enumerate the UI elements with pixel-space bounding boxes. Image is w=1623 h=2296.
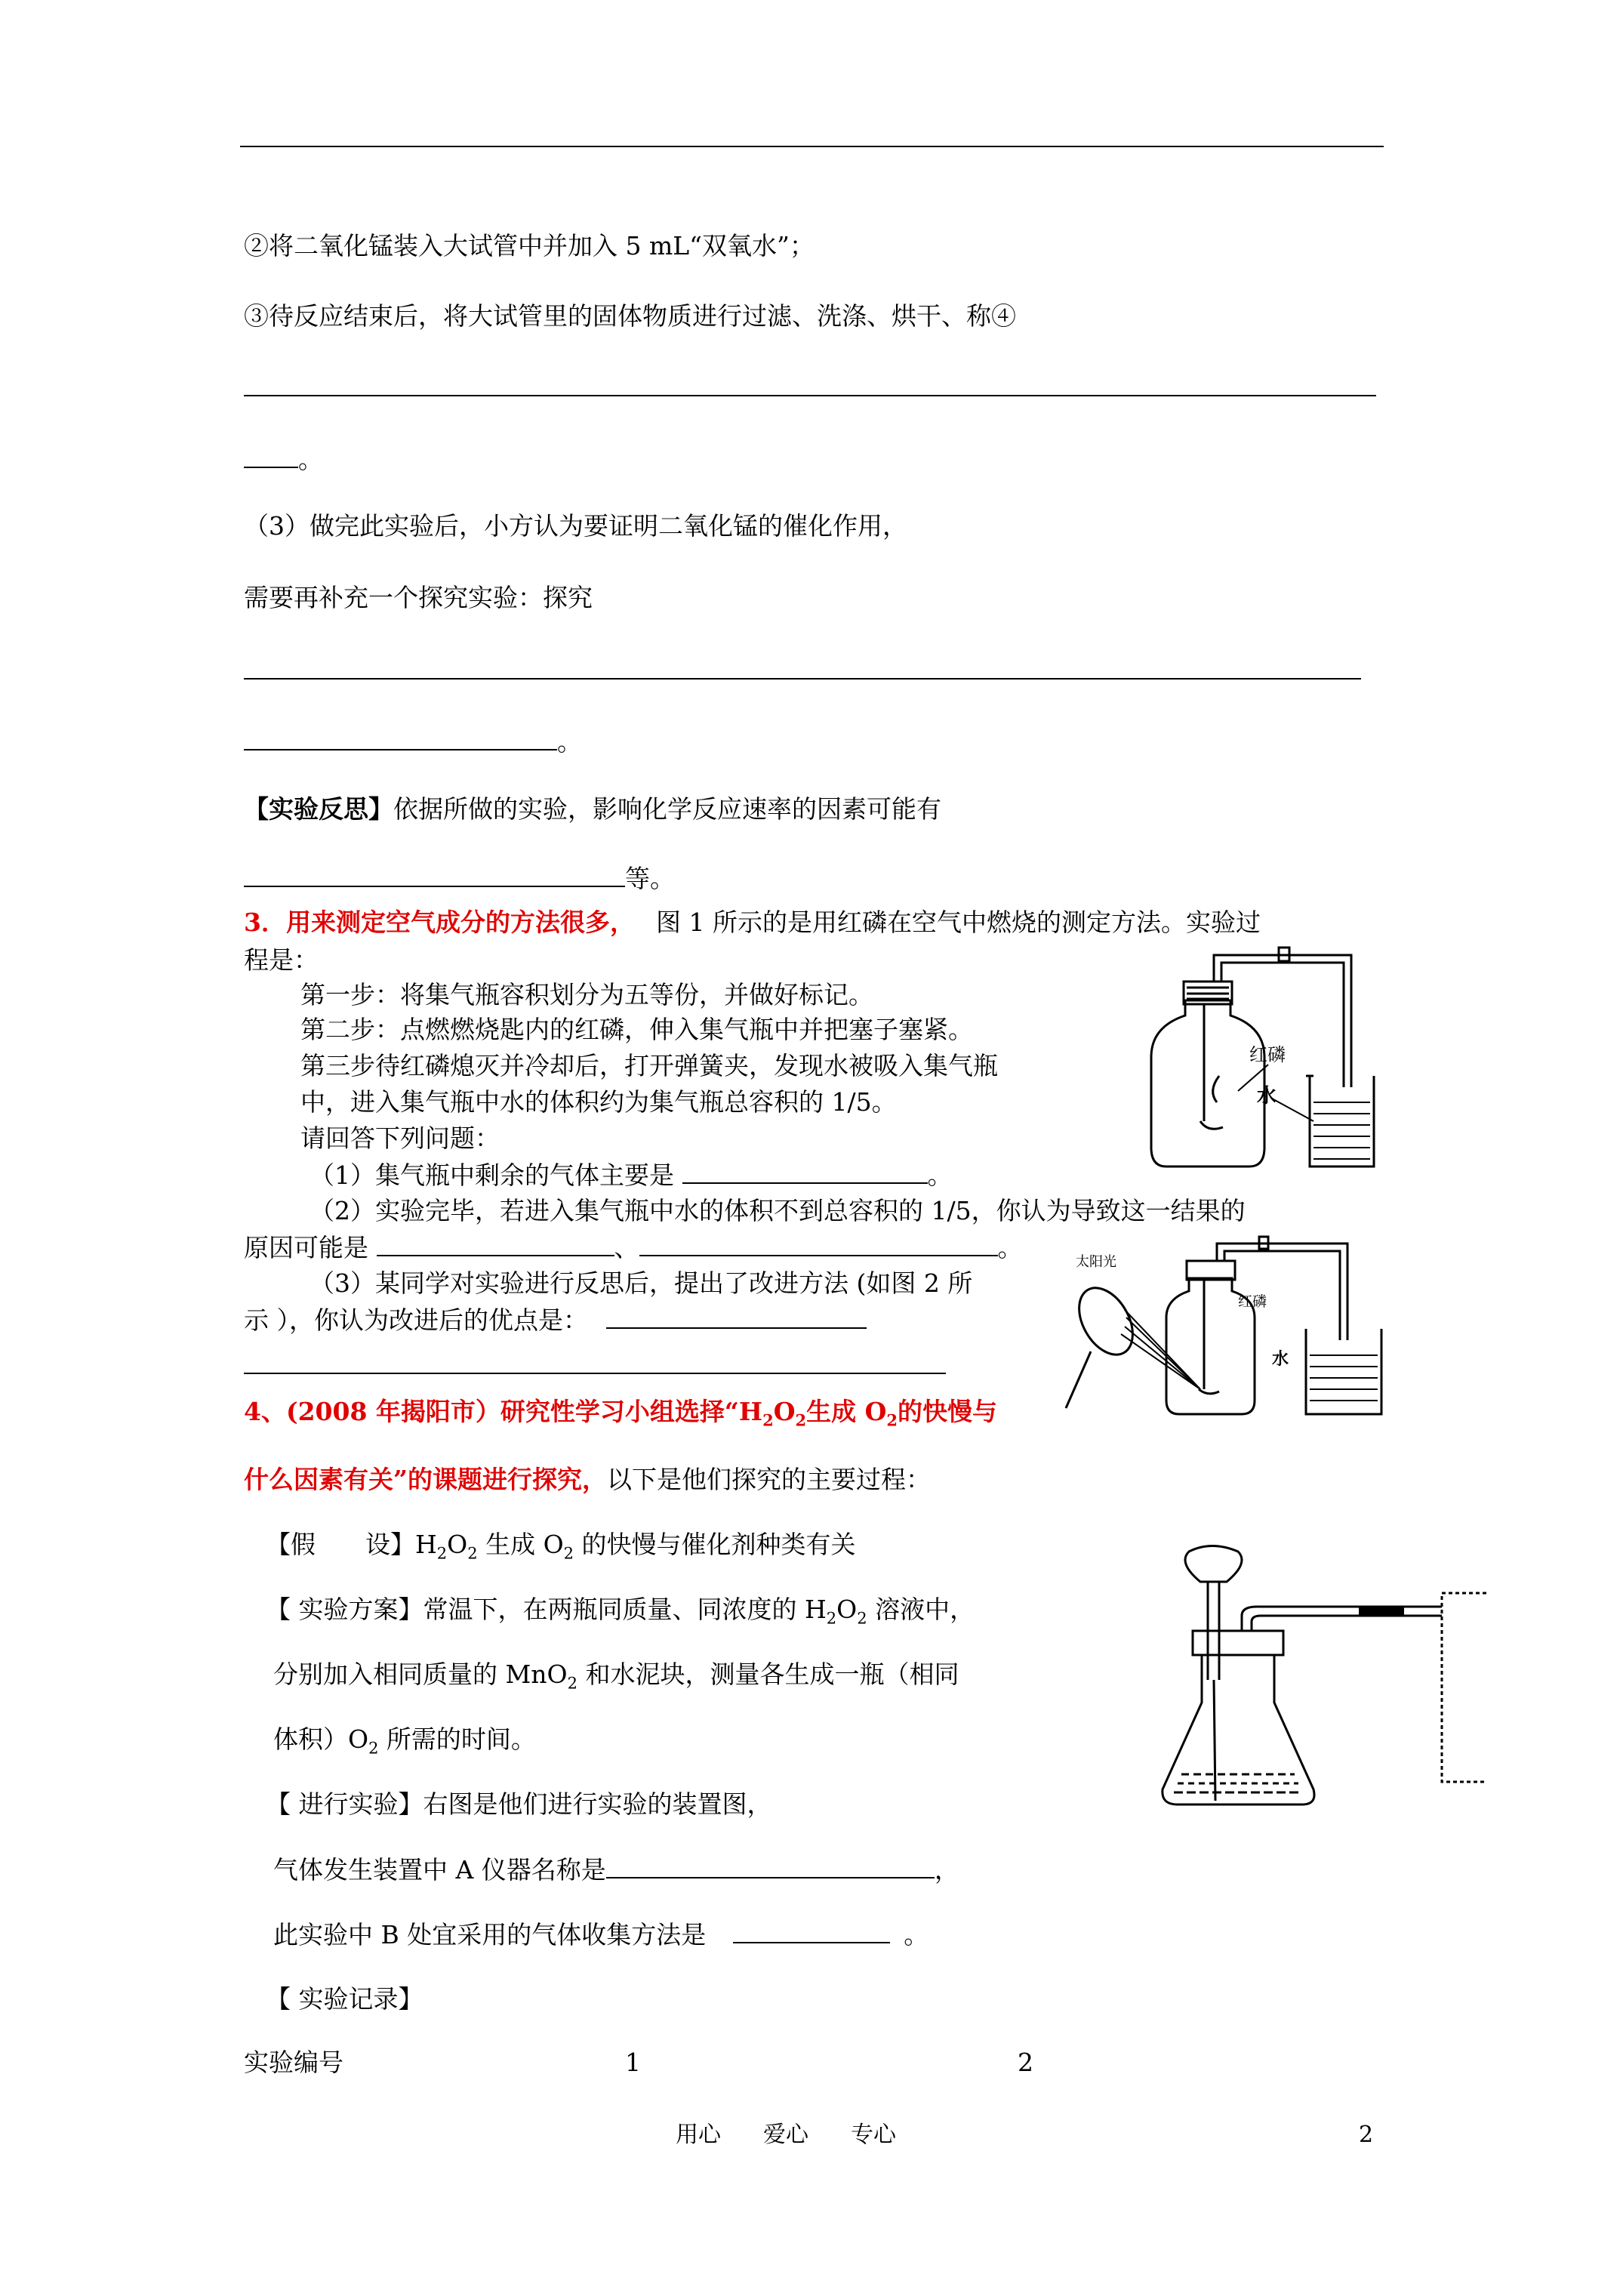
record-heading: 【 实验记录】: [266, 1984, 423, 2014]
page-number: 2: [1359, 2122, 1374, 2148]
fig2-red-p-label: 红磷: [1238, 1293, 1267, 1310]
table-col-2: 2: [1018, 2048, 1033, 2077]
instrument-a: 气体发生装置中 A 仪器名称是 ，: [273, 1855, 959, 1885]
answer-2: （2）实验完毕，若进入集气瓶中水的体积不到总容积的 1/5，你认为导致这一结果的: [310, 1196, 1246, 1225]
section-4-heading: 4、(2008 年揭阳市）研究性学习小组选择“$H_2O_2$生成 $O_2$的快慢与: [244, 1397, 997, 1430]
answer-2-cause: 原因可能是 、 。: [244, 1233, 1023, 1262]
ask-questions: 请回答下列问题：: [300, 1123, 500, 1153]
paragraph-step2: ②将二氧化锰装入大试管中并加入 5 mL“双氧水”；: [244, 231, 815, 260]
figure-3-apparatus: [1155, 1540, 1487, 1820]
paragraph-step3: ③待反应结束后，将大试管里的固体物质进行过滤、洗涤、烘干、称④: [244, 301, 1016, 331]
figure-1-apparatus: [1125, 940, 1381, 1182]
reflection-end: 等。: [244, 863, 675, 894]
header-rule: [240, 146, 1384, 147]
experiment: 【 进行实验】右图是他们进行实验的装置图，: [266, 1789, 772, 1819]
question-3: （3）做完此实验后，小方认为要证明二氧化锰的催化作用，: [244, 511, 907, 541]
section-3-text: 程是：: [244, 945, 319, 975]
footer-motto: 用心 爱心 专心: [676, 2122, 896, 2148]
blank-line-advantage: [244, 1373, 946, 1374]
fig1-water-label: 水: [1257, 1085, 1277, 1108]
collection-method: 此实验中 B 处宜采用的气体收集方法是 。: [273, 1920, 929, 1949]
step-1: 第一步：将集气瓶容积划分为五等份，并做好标记。: [300, 980, 873, 1009]
fig1-red-p-label: 红磷: [1249, 1044, 1286, 1065]
question-3-explore: 需要再补充一个探究实验：探究: [244, 583, 593, 612]
table-header-label: 实验编号: [244, 2048, 343, 2077]
answer-1: （1）集气瓶中剩余的气体主要是 。: [310, 1160, 953, 1190]
fig2-water-label: 水: [1272, 1350, 1289, 1369]
explore-line-end: 。: [244, 726, 582, 757]
step-3b: 中，进入集气瓶中水的体积约为集气瓶总容积的 1/5。: [300, 1087, 897, 1117]
plan-3: 体积）$O_2$ 所需的时间。: [273, 1724, 536, 1758]
step-3a: 第三步待红磷熄灭并冷却后，打开弹簧夹，发现水被吸入集气瓶: [300, 1051, 998, 1080]
reflection: 【实验反思】依据所做的实验，影响化学反应速率的因素可能有: [244, 794, 941, 824]
section-3-heading: 3．用来测定空气成分的方法很多， 图 1 所示的是用红磷在空气中燃烧的测定方法。实验过: [244, 908, 1261, 937]
answer-3: （3）某同学对实验进行反思后，提出了改进方法 (如图 2 所: [310, 1268, 973, 1298]
hypothesis: 【假 设】$H_2O_2$ 生成 $O_2$ 的快慢与催化剂种类有关: [266, 1530, 856, 1563]
blank-line-step4: [244, 395, 1376, 396]
fig2-sun-label: 太阳光: [1076, 1254, 1116, 1270]
figure-2-apparatus: [1057, 1234, 1389, 1423]
paragraph-step3-end: 。: [244, 444, 323, 475]
blank-line-explore: [244, 678, 1361, 680]
step-2: 第二步：点燃燃烧匙内的红磷，伸入集气瓶中并把塞子塞紧。: [300, 1015, 973, 1044]
answer-3b: 示 ），你认为改进后的优点是：: [244, 1305, 867, 1336]
plan: 【 实验方案】常温下，在两瓶同质量、同浓度的 $H_2O_2$ 溶液中，: [266, 1595, 975, 1628]
section-4-intro: 什么因素有关”的课题进行探究，以下是他们探究的主要过程：: [244, 1465, 931, 1494]
plan-2: 分别加入相同质量的 MnO$_2$ 和水泥块，测量各生成一瓶（相同: [273, 1660, 959, 1693]
table-col-1: 1: [625, 2048, 641, 2077]
